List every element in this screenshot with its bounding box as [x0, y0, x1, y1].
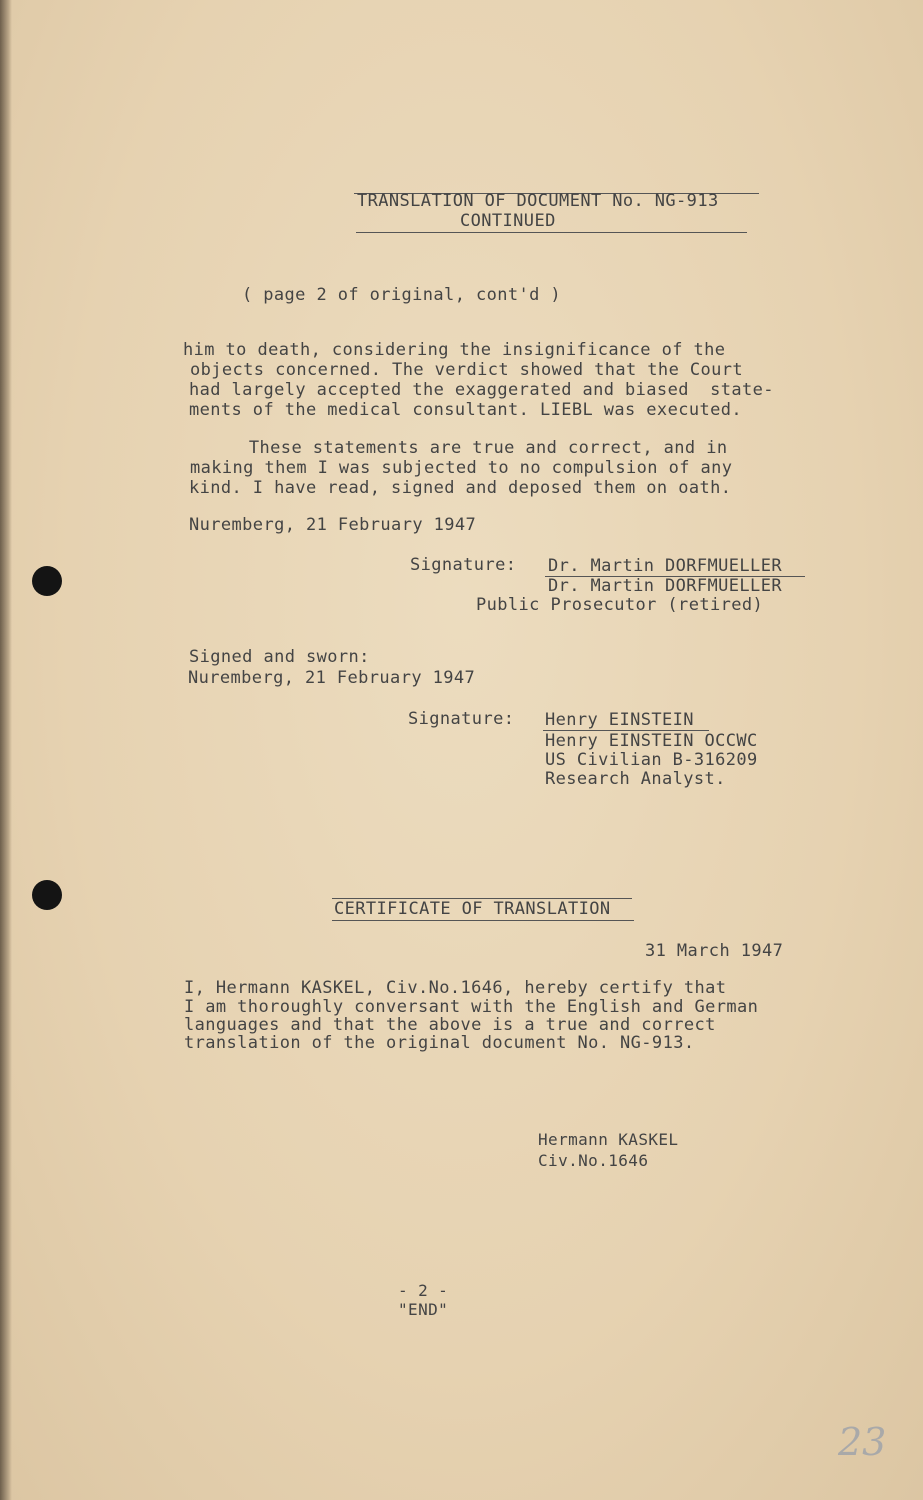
body-line: kind. I have read, signed and deposed them on oath. — [189, 478, 732, 498]
signer-id: US Civilian B-316209 — [545, 750, 758, 770]
translator-name: Hermann KASKEL — [538, 1130, 679, 1149]
body-line: had largely accepted the exaggerated and biased state- — [189, 380, 774, 400]
sworn-place-date: Nuremberg, 21 February 1947 — [188, 668, 476, 688]
signature-text: Dr. Martin DORFMUELLER — [548, 556, 782, 576]
body-line: him to death, considering the insignificance of the — [183, 340, 726, 360]
certificate-line: languages and that the above is a true and correct — [184, 1015, 716, 1035]
translator-number: Civ.No.1646 — [538, 1151, 649, 1170]
page-edge-shadow — [0, 0, 12, 1500]
punch-hole — [32, 566, 62, 596]
place-date: Nuremberg, 21 February 1947 — [189, 515, 477, 535]
sworn-line: Signed and sworn: — [189, 647, 370, 667]
body-line: ments of the medical consultant. LIEBL was executed. — [189, 400, 743, 420]
certificate-heading: CERTIFICATE OF TRANSLATION — [334, 899, 611, 919]
body-line: objects concerned. The verdict showed that the Court — [190, 360, 744, 380]
punch-hole — [32, 880, 62, 910]
signature-label: Signature: — [410, 555, 517, 575]
body-line: making them I was subjected to no compulsion of any — [190, 458, 733, 478]
signer-role: Research Analyst. — [545, 769, 726, 789]
certificate-rule-bottom — [332, 920, 634, 921]
signer-name: Dr. Martin DORFMUELLER — [548, 576, 782, 596]
page-number: - 2 - — [398, 1281, 449, 1300]
document-subtitle: CONTINUED — [460, 211, 556, 231]
end-marker: "END" — [398, 1300, 449, 1319]
signature-label: Signature: — [408, 709, 515, 729]
signer-title: Public Prosecutor (retired) — [476, 595, 764, 615]
certificate-line: translation of the original document No. NG-913. — [184, 1033, 695, 1053]
signer-name: Henry EINSTEIN OCCWC — [545, 731, 758, 751]
certificate-line: I, Hermann KASKEL, Civ.No.1646, hereby certify that — [184, 978, 727, 998]
signature-text: Henry EINSTEIN — [545, 710, 694, 730]
page-reference: ( page 2 of original, cont'd ) — [242, 285, 562, 305]
body-line: These statements are true and correct, and in — [217, 438, 728, 458]
certificate-line: I am thoroughly conversant with the English and German — [184, 997, 759, 1017]
handwritten-page-mark: 23 — [838, 1420, 887, 1464]
certificate-date: 31 March 1947 — [645, 941, 784, 961]
header-rule-bottom — [356, 232, 747, 233]
document-title: TRANSLATION OF DOCUMENT No. NG-913 — [357, 191, 719, 211]
